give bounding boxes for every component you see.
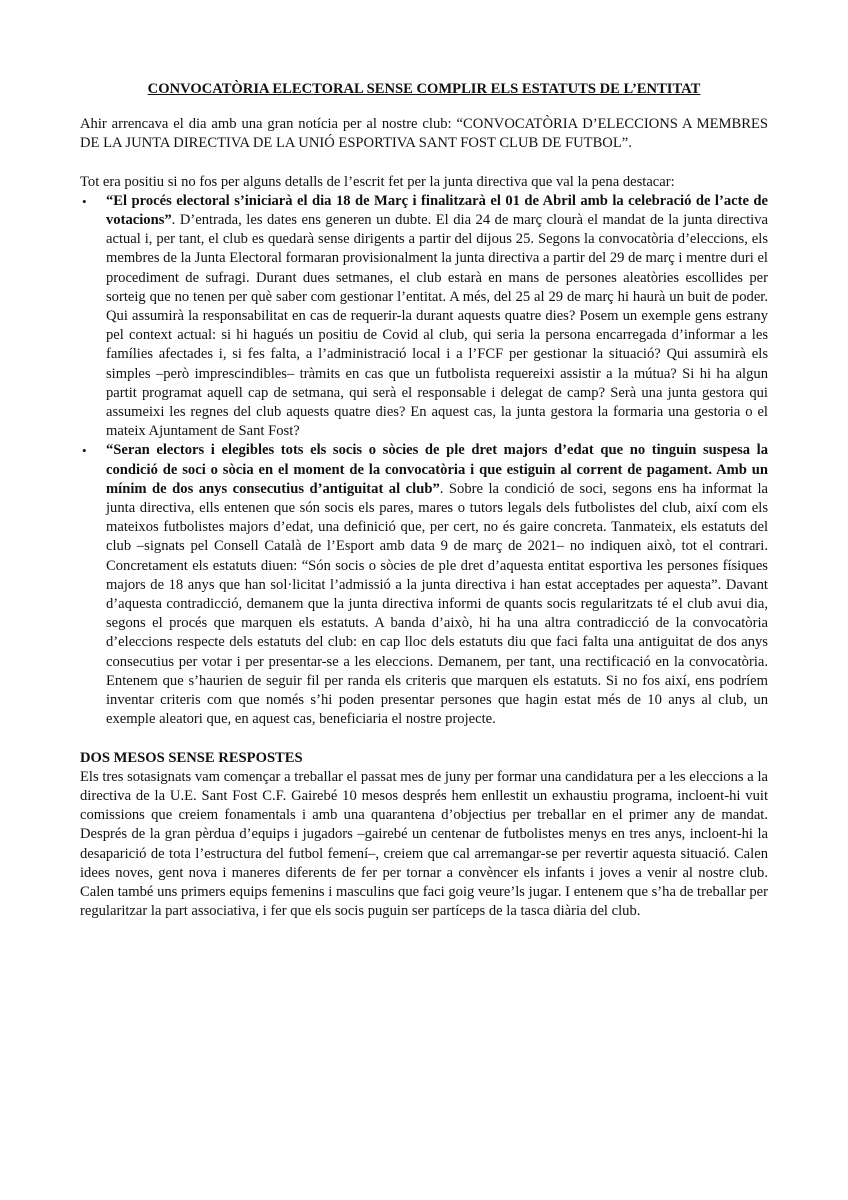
document-title: CONVOCATÒRIA ELECTORAL SENSE COMPLIR ELS ESTATUTS DE L’ENTITAT <box>147 81 701 97</box>
intro-paragraph: Ahir arrencava el dia amb una gran notícia per al nostre club: “CONVOCATÒRIA D’ELECCIONS A MEMBRES DE LA JUNTA DIRECTIVA DE LA UNIÓ ESPORTIVA SANT FOST CLUB DE FUTBOL”. <box>80 116 768 152</box>
bullet-quote: “Seran electors i elegibles tots els socis o sòcies de ple dret majors d’edat que no tinguin suspesa la condició de soci o sòcia en el moment de la convocatòria i que estiguin al corrent de pagament. Amb un mínim de dos anys consecutius d’antiguitat al club” <box>106 442 768 497</box>
section-heading: DOS MESOS SENSE RESPOSTES <box>80 749 303 766</box>
bullet-icon: • <box>82 443 87 459</box>
bullet-text: . D’entrada, les dates ens generen un dubte. El dia 24 de març clourà el mandat de la junta directiva actual i, per tant, el club es quedarà sense dirigents a partir del dijous 25. Segons la convocatòria d’eleccions, els membres de la Junta Electoral formaran provisionalment la junta directiva a partir del 29 de març i mentre duri el procediment de sufragi. Durant dues setmanes, el club estarà en mans de persones aleatòries escollides per sorteig que no tenen per què saber com gestionar l’entitat. A més, del 25 al 29 de març hi haurà un buit de poder. Qui assumirà la responsabilitat en cas de requerir-la durant aquests quatre dies? Posem un exemple gens estrany pel context actual: si hi hagués un positiu de Covid al club, qui seria la persona encarregada d’informar a les famílies afectades i, si fes falta, a l’administració local i a l’FCF per gestionar la situació? Qui assumirà els simples –però imprescindibles– tràmits en cas que un futbolista requereixi assistir a la mútua? Si hi ha algun partit programat aquell cap de setmana, qui serà el responsable i delegat de camp? Serà una junta gestora qui assumeixi les regnes del club aquests quatre dies? En aquest cas, la junta gestora la formaria una gestoria o el mateix Ajuntament de Sant Fost? <box>106 212 768 440</box>
lead-paragraph: Tot era positiu si no fos per alguns detalls de l’escrit fet per la junta directiva que val la pena destacar: <box>80 173 675 190</box>
bullet-item-dates <box>80 192 768 442</box>
document-page <box>80 80 768 921</box>
bullet-quote: “El procés electoral s’iniciarà el dia 18 de Març i finalitzarà el 01 de Abril amb la celebració de l’acte de votacions” <box>106 192 768 229</box>
bullet-list <box>80 192 768 730</box>
bullet-item-electors <box>80 441 768 729</box>
bullet-icon: • <box>82 193 87 209</box>
bullet-text: . Sobre la condició de soci, segons ens ha informat la junta directiva, ells entenen que són socis els pares, mares o tutors legals dels futbolistes del club, així com els mateixos futbolistes majors d’edat, una definició que, per cert, no és gaire concreta. Tanmateix, els estatuts del club –signats pel Consell Català de l’Esport amb data 9 de març de 2021– no indiquen això, tot el contrari. Concretament els estatuts diuen: “Són socis o sòcies de ple dret d’aquesta entitat esportiva les persones físiques majors de 18 anys que han sol·licitat l’admissió a la junta directiva i han estat acceptades per aquesta”. Davant d’aquesta contradicció, demanem que la junta directiva informi de quants socis regularitzats té el club avui dia, segons el procés que marquen els estatuts. A banda d’això, hi ha una altra contradicció de la convocatòria d’eleccions respecte dels estatuts del club: en cap lloc dels estatuts diu que faci falta una antiguitat de dos anys consecutius per votar i per presentar-se a les eleccions. Demanem, per tant, una rectificació en la convocatòria. Entenem que s’haurien de seguir fil per randa els criteris que marquen els estatuts. Si no fos així, ens podríem inventar criteris com que només s’hi poden presentar persones que hagin estat més de 10 anys al club, un exemple aleatori que, en aquest cas, beneficiaria el nostre projecte. <box>106 480 768 728</box>
section-body: Els tres sotasignats vam començar a treballar el passat mes de juny per formar una candidatura per a les eleccions a la directiva de la U.E. Sant Fost C.F. Gairebé 10 mesos després hem enllestit un exhaustiu programa, incloent-hi vuit comissions que creiem fonamentals i amb una quarantena d’objectius per treballar en el primer any de mandat. Després de la gran pèrdua d’equips i jugadors –gairebé un centenar de futbolistes menys en tres anys, incloent-hi la desaparició de tota l’estructura del futbol femení–, creiem que cal arremangar-se per revertir aquesta situació. Calen idees noves, gent nova i maneres diferents de fer per tornar a convèncer els infants i joves a venir al nostre club. Calen també uns primers equips femenins i masculins que faci goig veure’ls jugar. I entenem que s’ha de treballar per regularitzar la part associativa, i fer que els socis puguin ser partíceps de la tasca diària del club. <box>80 768 768 920</box>
